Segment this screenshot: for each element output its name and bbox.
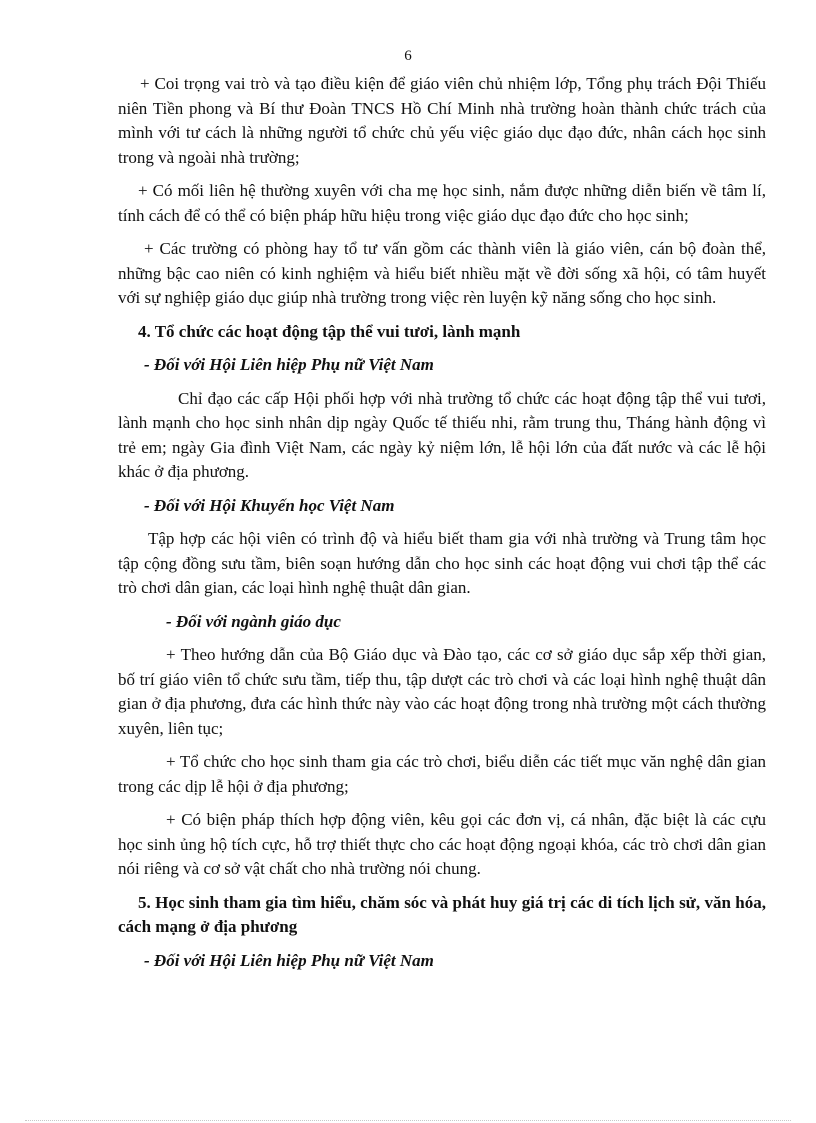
bullet-paragraph: + Có mối liên hệ thường xuyên với cha mẹ học sinh, nắm được những diễn biến về tâm lí, tính cách để có thể có biện pháp hữu hiệu trong việc giáo dục đạo đức cho học sinh; <box>118 181 766 225</box>
body-paragraph: Tập hợp các hội viên có trình độ và hiểu biết tham gia với nhà trường và Trung tâm học tập cộng đồng sưu tầm, biên soạn hướng dẫn cho học sinh các hoạt động vui chơi tập thể các trò chơi dân gian, các loại hình nghệ thuật dân gian. <box>118 529 766 597</box>
subheading-education-sector: - Đối với ngành giáo dục <box>166 611 341 631</box>
subheading-women-union: - Đối với Hội Liên hiệp Phụ nữ Việt Nam <box>144 355 434 374</box>
page-bottom-rule <box>25 1120 791 1121</box>
bullet-paragraph: + Theo hướng dẫn của Bộ Giáo dục và Đào tạo, các cơ sở giáo dục sắp xếp thời gian, bố trí giáo viên tổ chức sưu tầm, tiếp thu, tập dượt các trò chơi và các loại hình nghệ thuật dân gian ở địa phương, đưa các hình thức này vào các hoạt động trong nhà trường một cách thường xuyên, liên tục; <box>118 645 766 738</box>
body-paragraph: Chỉ đạo các cấp Hội phối hợp với nhà trường tổ chức các hoạt động tập thể vui tươi, lành mạnh cho học sinh nhân dịp ngày Quốc tế thiếu nhi, rằm trung thu, Tháng hành động vì trẻ em; ngày Gia đình Việt Nam, các ngày kỷ niệm lớn, lễ hội lớn của đất nước và các lễ hội khác ở địa phương. <box>118 388 766 481</box>
subheading-women-union: - Đối với Hội Liên hiệp Phụ nữ Việt Nam <box>144 950 434 970</box>
bullet-paragraph: + Coi trọng vai trò và tạo điều kiện để giáo viên chủ nhiệm lớp, Tổng phụ trách Đội Thiếu niên Tiền phong và Bí thư Đoàn TNCS Hồ Chí Minh nhà trường hoàn thành chức trách của mình với tư cách là những người tổ chức chủ yếu việc giáo dục đạo đức, nhân cách học sinh trong và ngoài nhà trường; <box>118 74 766 167</box>
bullet-paragraph: + Tổ chức cho học sinh tham gia các trò chơi, biểu diễn các tiết mục văn nghệ dân gian trong các dịp lễ hội ở địa phương; <box>118 752 766 796</box>
section-heading-5: 5. Học sinh tham gia tìm hiểu, chăm sóc và phát huy giá trị các di tích lịch sử, văn hóa, cách mạng ở địa phương <box>118 892 766 936</box>
bullet-paragraph: + Có biện pháp thích hợp động viên, kêu gọi các đơn vị, cá nhân, đặc biệt là các cựu học sinh ủng hộ tích cực, hỗ trợ thiết thực cho các hoạt động ngoại khóa, các trò chơi dân gian nói riêng và cơ sở vật chất cho nhà trường nói chung. <box>118 810 766 878</box>
subheading-study-promotion: - Đối với Hội Khuyến học Việt Nam <box>144 495 395 515</box>
document-body <box>118 72 766 973</box>
page-number: 6 <box>404 48 412 64</box>
bullet-paragraph: + Các trường có phòng hay tổ tư vấn gồm các thành viên là giáo viên, cán bộ đoàn thể, những bậc cao niên có kinh nghiệm và hiểu biết nhiều mặt về đời sống xã hội, có tâm huyết với sự nghiệp giáo dục giúp nhà trường trong việc rèn luyện kỹ năng sống cho học sinh. <box>118 239 766 307</box>
section-heading-4: 4. Tổ chức các hoạt động tập thể vui tươi, lành mạnh <box>138 321 521 341</box>
